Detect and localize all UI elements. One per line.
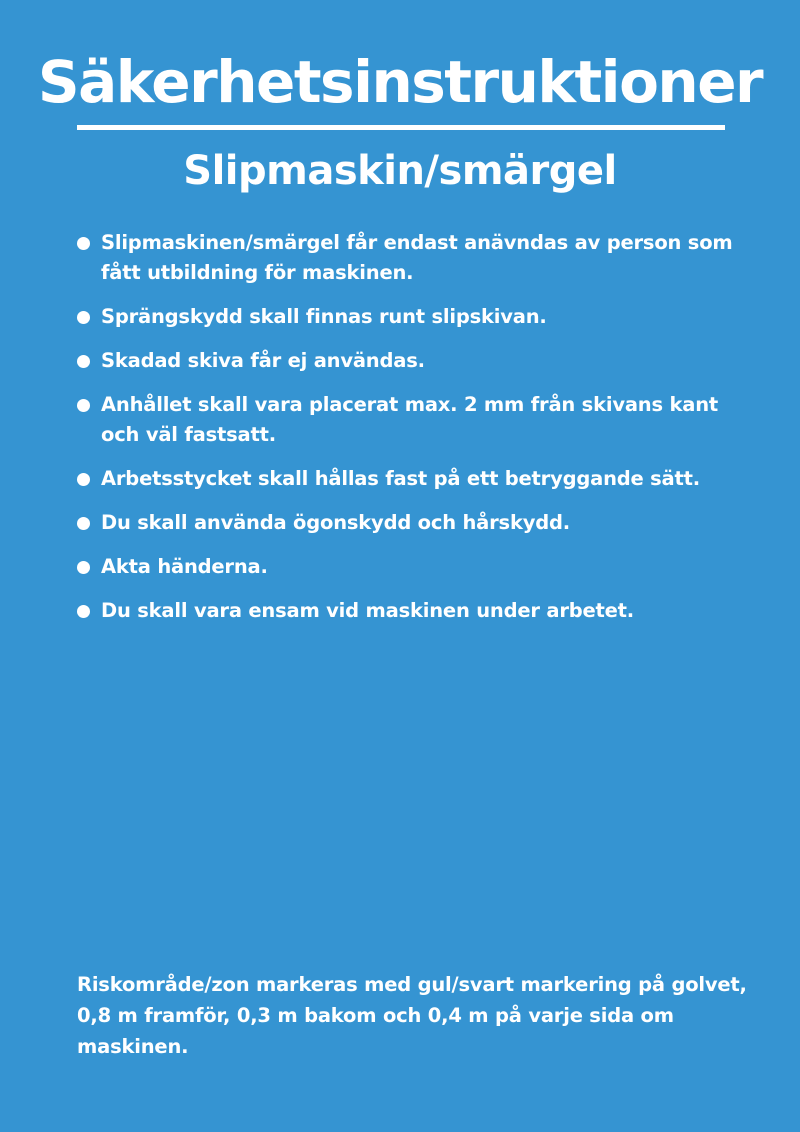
rules-list xyxy=(77,228,757,640)
bullet-icon xyxy=(77,355,90,368)
risk-zone-note: Riskområde/zon markeras med gul/svart markering på golvet, 0,8 m framför, 0,3 m bakom och 0,4 m på varje sida om maskinen. xyxy=(77,973,747,1058)
rule-text: Akta händerna. xyxy=(101,555,268,578)
rule-item xyxy=(77,302,757,332)
bullet-icon xyxy=(77,399,90,412)
rule-text: Skadad skiva får ej användas. xyxy=(101,349,425,372)
rule-text: Anhållet skall vara placerat max. 2 mm från skivans kant och väl fastsatt. xyxy=(101,393,719,446)
bullet-icon xyxy=(77,517,90,530)
rule-item xyxy=(77,346,757,376)
rule-text: Du skall vara ensam vid maskinen under arbetet. xyxy=(101,599,635,622)
rule-item xyxy=(77,464,757,494)
bullet-icon xyxy=(77,605,90,618)
title-divider xyxy=(77,125,725,130)
sign-title: Säkerhetsinstruktioner xyxy=(37,48,763,116)
bullet-icon xyxy=(77,473,90,486)
rule-item xyxy=(77,596,757,626)
rule-item xyxy=(77,552,757,582)
bullet-icon xyxy=(77,311,90,324)
rule-item xyxy=(77,508,757,538)
rule-text: Slipmaskinen/smärgel får endast anävndas av person som fått utbildning för maskinen. xyxy=(101,231,733,284)
rule-item xyxy=(77,228,757,288)
rule-text: Arbetsstycket skall hållas fast på ett betryggande sätt. xyxy=(101,467,700,490)
rule-text: Sprängskydd skall finnas runt slipskivan. xyxy=(101,305,547,328)
bullet-icon xyxy=(77,237,90,250)
bullet-icon xyxy=(77,561,90,574)
sign-subtitle: Slipmaskin/smärgel xyxy=(183,148,617,194)
rule-text: Du skall använda ögonskydd och hårskydd. xyxy=(101,511,570,534)
rule-item xyxy=(77,390,757,450)
